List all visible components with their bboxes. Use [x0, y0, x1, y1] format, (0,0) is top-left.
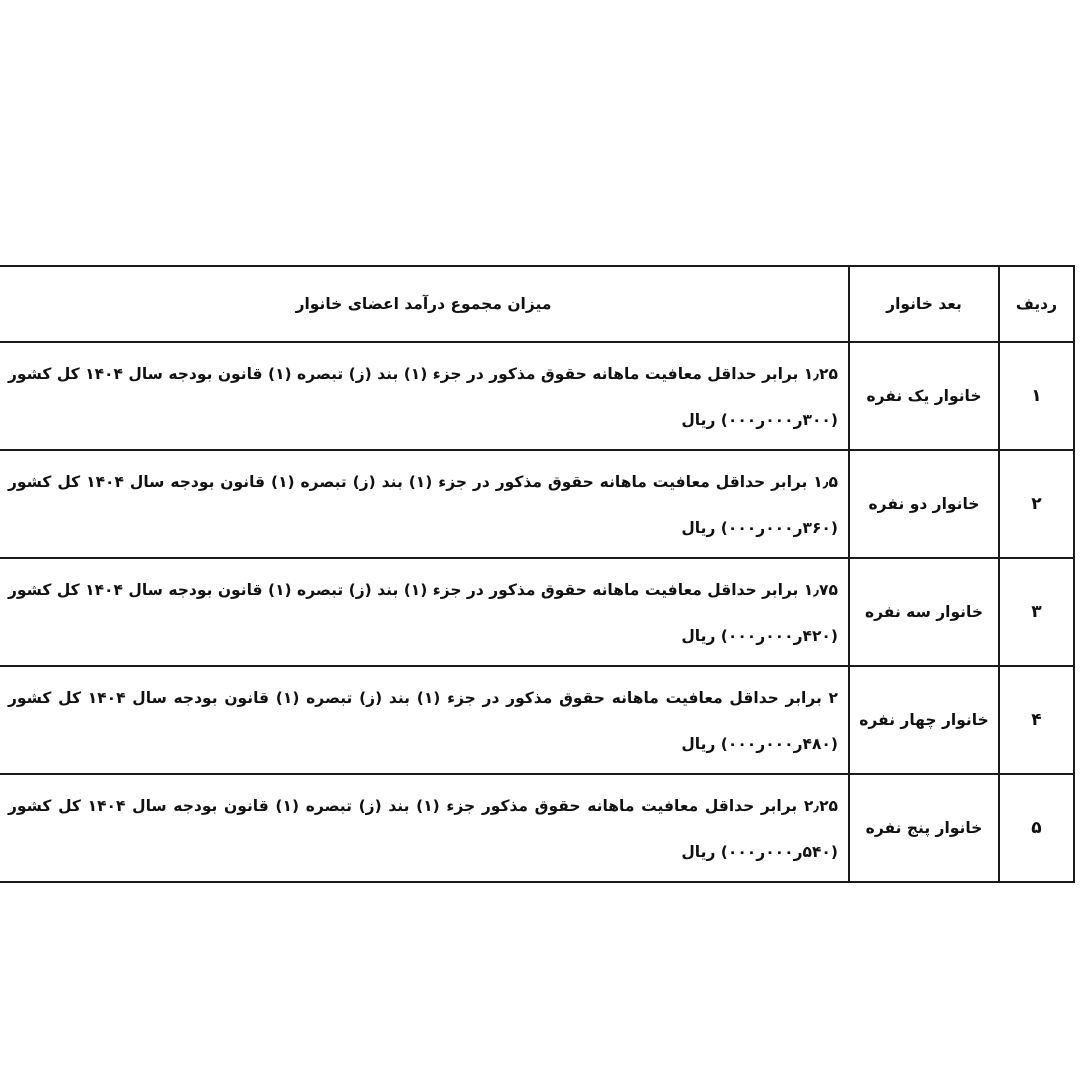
row-number: ۲	[999, 450, 1074, 558]
income-description: ۲٫۲۵ برابر حداقل معافیت ماهانه حقوق مذکور جزء (۱) بند (ز) تبصره (۱) قانون بودجه سال ۱۴۰۴ کل کشور (۵۴۰ر۰۰۰ر۰۰۰) ریال	[0, 774, 849, 882]
table-row	[0, 774, 1074, 882]
table-header-row	[0, 266, 1074, 342]
family-size: خانوار پنج نفره	[849, 774, 999, 882]
row-number: ۱	[999, 342, 1074, 450]
family-size: خانوار سه نفره	[849, 558, 999, 666]
family-size: خانوار یک نفره	[849, 342, 999, 450]
income-description: ۱٫۲۵ برابر حداقل معافیت ماهانه حقوق مذکور در جزء (۱) بند (ز) تبصره (۱) قانون بودجه سال ۱۴۰۴ کل کشور (۳۰۰ر۰۰۰ر۰۰۰) ریال	[0, 342, 849, 450]
header-family-size: بعد خانوار	[849, 266, 999, 342]
income-table	[0, 265, 1075, 883]
income-table-document	[0, 265, 1075, 861]
income-description: ۱٫۷۵ برابر حداقل معافیت ماهانه حقوق مذکور در جزء (۱) بند (ز) تبصره (۱) قانون بودجه سال ۱۴۰۴ کل کشور (۴۲۰ر۰۰۰ر۰۰۰) ریال	[0, 558, 849, 666]
table-row	[0, 666, 1074, 774]
family-size: خانوار دو نفره	[849, 450, 999, 558]
family-size: خانوار چهار نفره	[849, 666, 999, 774]
table-row	[0, 342, 1074, 450]
row-number: ۳	[999, 558, 1074, 666]
header-row-number: ردیف	[999, 266, 1074, 342]
table-row	[0, 558, 1074, 666]
table-row	[0, 450, 1074, 558]
income-description: ۱٫۵ برابر حداقل معافیت ماهانه حقوق مذکور در جزء (۱) بند (ز) تبصره (۱) قانون بودجه سال ۱۴۰۴ کل کشور (۳۶۰ر۰۰۰ر۰۰۰) ریال	[0, 450, 849, 558]
row-number: ۵	[999, 774, 1074, 882]
income-description: ۲ برابر حداقل معافیت ماهانه حقوق مذکور در جزء (۱) بند (ز) تبصره (۱) قانون بودجه سال ۱۴۰۴ کل کشور (۴۸۰ر۰۰۰ر۰۰۰) ریال	[0, 666, 849, 774]
row-number: ۴	[999, 666, 1074, 774]
header-income: میزان مجموع درآمد اعضای خانوار	[0, 266, 849, 342]
